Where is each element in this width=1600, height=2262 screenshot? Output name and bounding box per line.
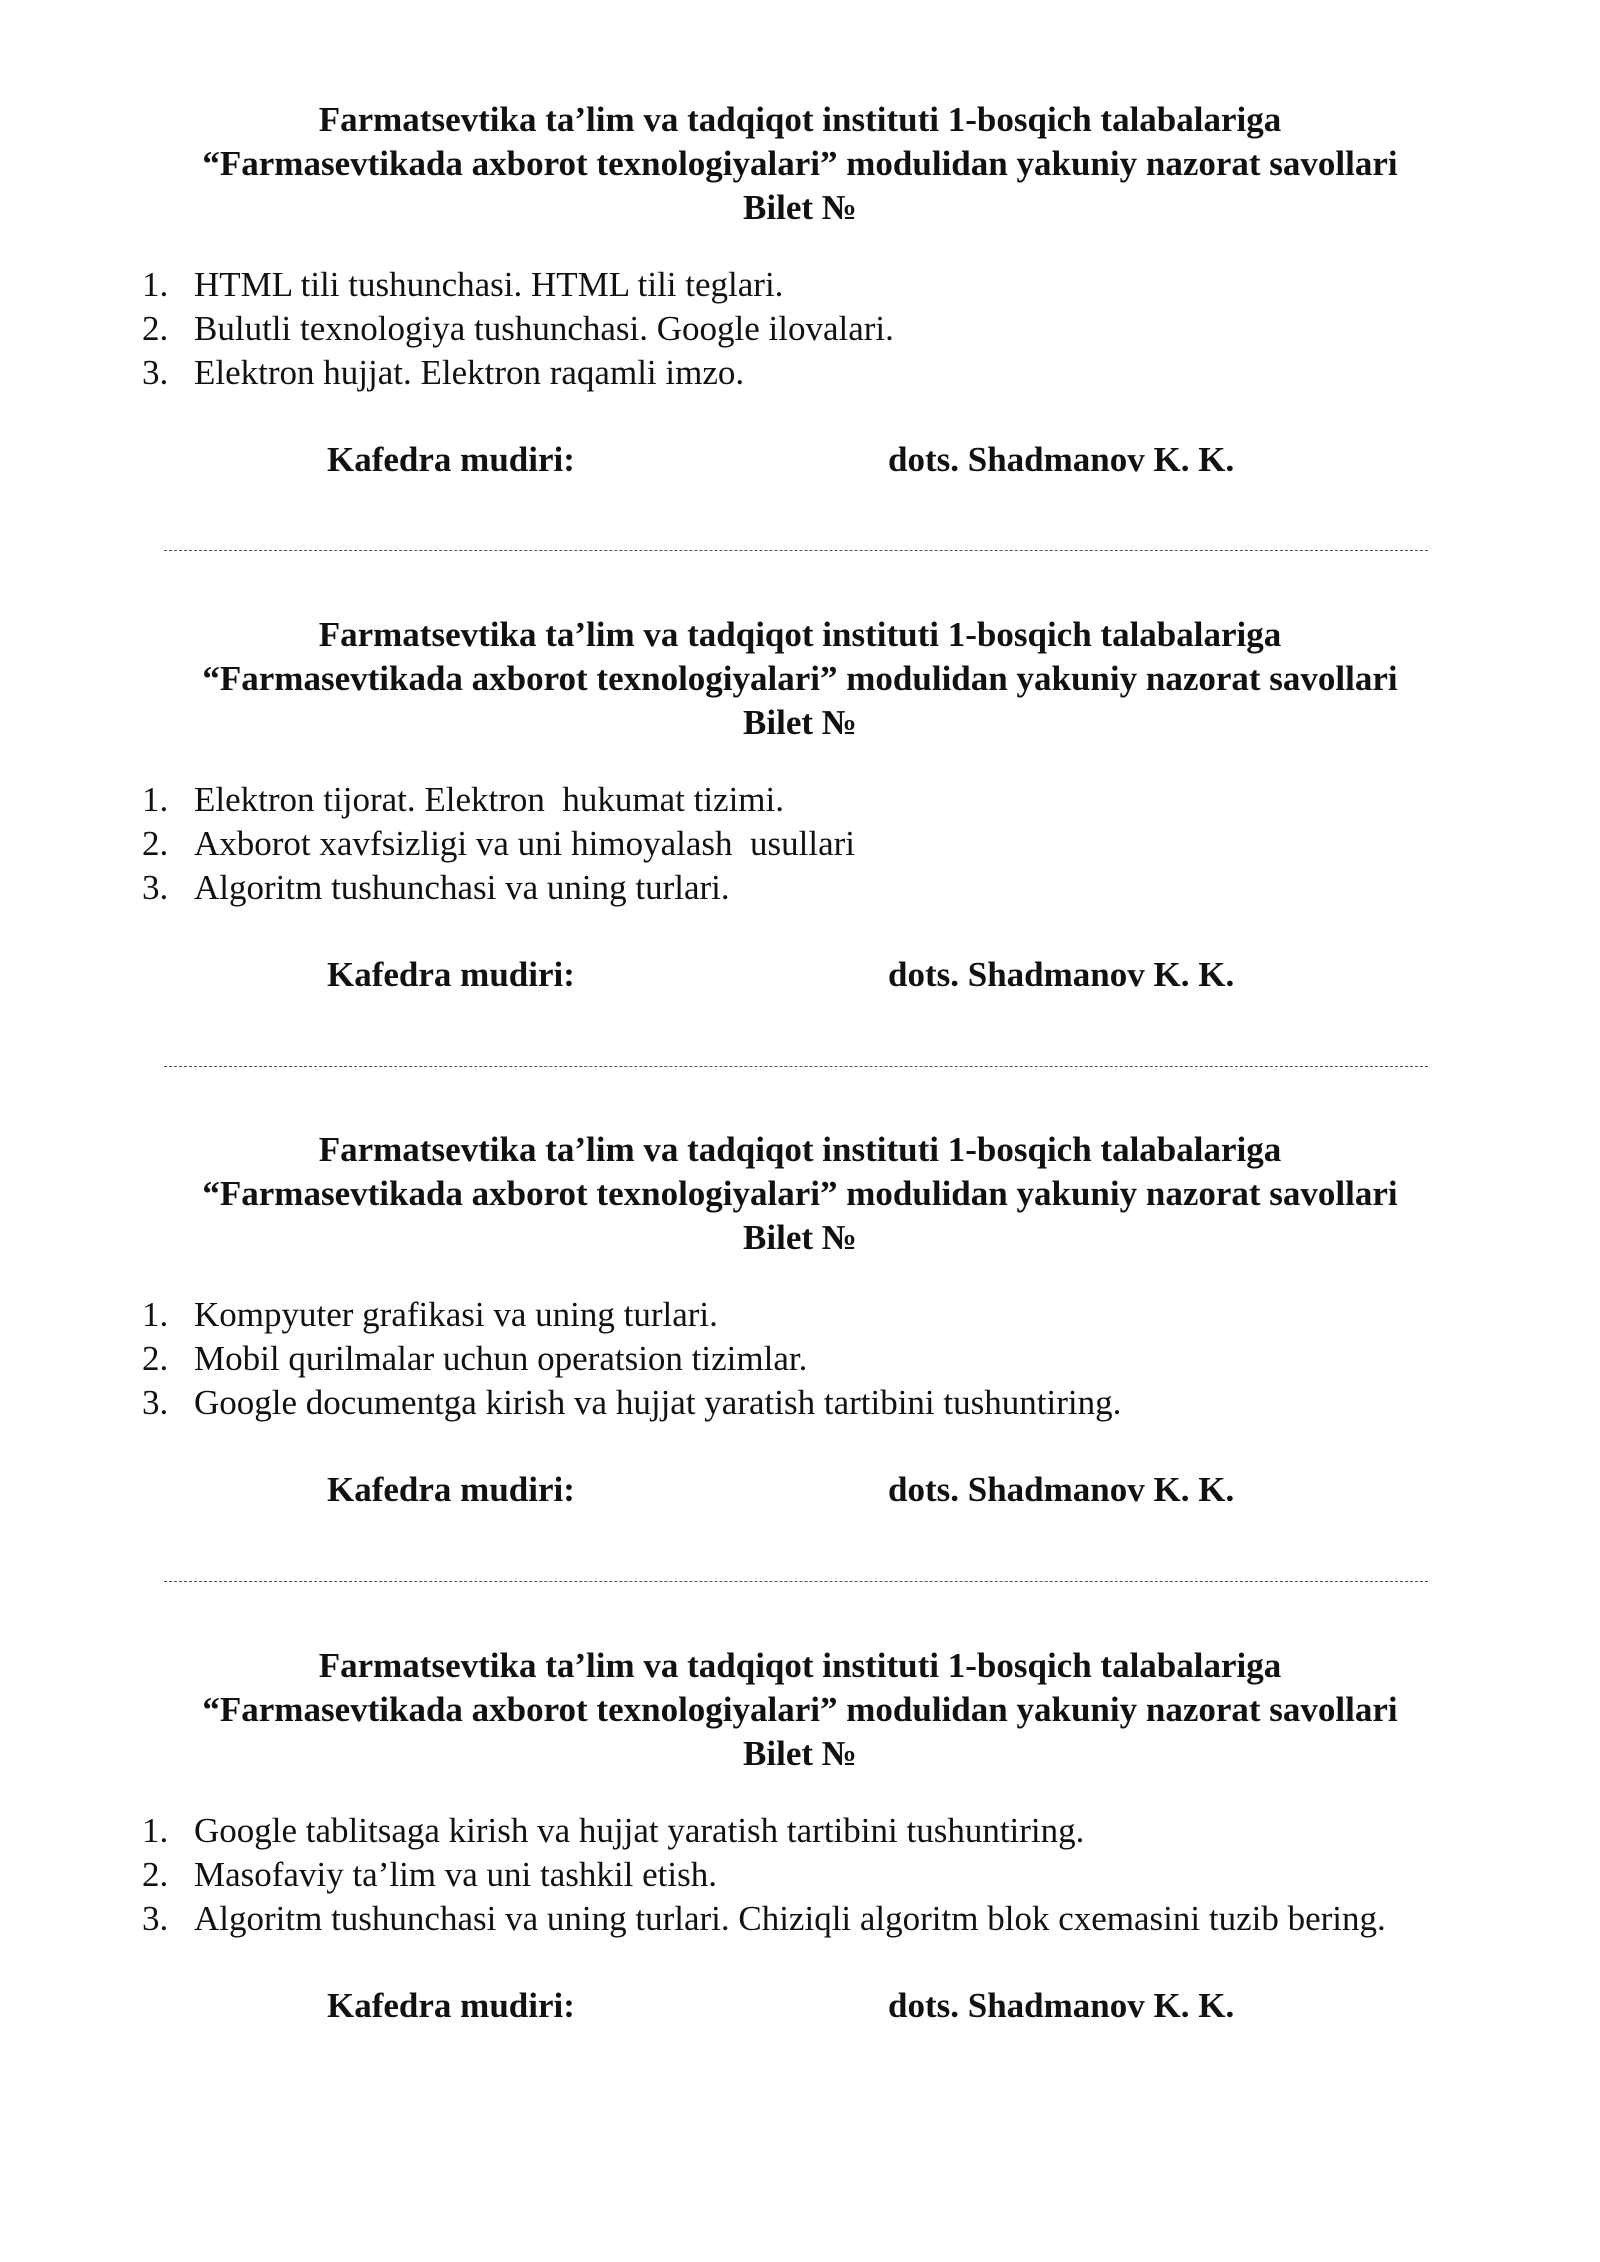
exam-ticket-2 [0,613,1600,1013]
ticket-number-heading: Bilet № [743,188,857,227]
exam-ticket-3 [0,1128,1600,1528]
question-number: 2. [142,309,169,348]
question-text: Google tablitsaga kirish va hujjat yaratish tartibini tushuntiring. [194,1811,1085,1850]
question-text: Elektron tijorat. Elektron hukumat tizimi. [194,780,785,819]
question-text: Bulutli texnologiya tushunchasi. Google ilovalari. [194,309,894,348]
question-number: 3. [142,868,169,907]
module-heading: “Farmasevtikada axborot texnologiyalari” modulidan yakuniy nazorat savollari [202,144,1398,183]
signature-label: Kafedra mudiri: [327,440,575,479]
question-text: Algoritm tushunchasi va uning turlari. [194,868,730,907]
question-number: 2. [142,1339,169,1378]
question-text: Mobil qurilmalar uchun operatsion tizimlar. [194,1339,808,1378]
question-text: Axborot xavfsizligi va uni himoyalash usullari [194,824,856,863]
signature-name: dots. Shadmanov K. K. [888,955,1235,994]
question-number: 1. [142,265,169,304]
signature-label: Kafedra mudiri: [327,1986,575,2025]
question-number: 2. [142,824,169,863]
cut-line-divider [164,550,1428,551]
question-number: 1. [142,1295,169,1334]
question-number: 3. [142,1383,169,1422]
signature-label: Kafedra mudiri: [327,1470,575,1509]
institute-heading: Farmatsevtika ta’lim va tadqiqot instituti 1-bosqich talabalariga [318,100,1282,139]
question-text: Masofaviy ta’lim va uni tashkil etish. [194,1855,717,1894]
institute-heading: Farmatsevtika ta’lim va tadqiqot instituti 1-bosqich talabalariga [318,615,1282,654]
module-heading: “Farmasevtikada axborot texnologiyalari” modulidan yakuniy nazorat savollari [202,1174,1398,1213]
question-text: Elektron hujjat. Elektron raqamli imzo. [194,353,745,392]
ticket-number-heading: Bilet № [743,1218,857,1257]
ticket-number-heading: Bilet № [743,703,857,742]
question-text: HTML tili tushunchasi. HTML tili teglari. [194,265,784,304]
exam-ticket-4 [0,1644,1600,2044]
question-number: 2. [142,1855,169,1894]
question-number: 1. [142,780,169,819]
question-number: 3. [142,1899,169,1938]
module-heading: “Farmasevtikada axborot texnologiyalari” modulidan yakuniy nazorat savollari [202,1690,1398,1729]
question-text: Kompyuter grafikasi va uning turlari. [194,1295,718,1334]
exam-ticket-1 [0,98,1600,498]
question-text: Algoritm tushunchasi va uning turlari. Chiziqli algoritm blok cxemasini tuzib bering. [194,1899,1386,1938]
ticket-number-heading: Bilet № [743,1734,857,1773]
signature-name: dots. Shadmanov K. K. [888,1986,1235,2025]
institute-heading: Farmatsevtika ta’lim va tadqiqot instituti 1-bosqich talabalariga [318,1646,1282,1685]
question-number: 3. [142,353,169,392]
signature-label: Kafedra mudiri: [327,955,575,994]
question-text: Google documentga kirish va hujjat yaratish tartibini tushuntiring. [194,1383,1122,1422]
module-heading: “Farmasevtikada axborot texnologiyalari” modulidan yakuniy nazorat savollari [202,659,1398,698]
institute-heading: Farmatsevtika ta’lim va tadqiqot instituti 1-bosqich talabalariga [318,1130,1282,1169]
cut-line-divider [164,1581,1428,1582]
signature-name: dots. Shadmanov K. K. [888,1470,1235,1509]
cut-line-divider [164,1066,1428,1067]
signature-name: dots. Shadmanov K. K. [888,440,1235,479]
question-number: 1. [142,1811,169,1850]
